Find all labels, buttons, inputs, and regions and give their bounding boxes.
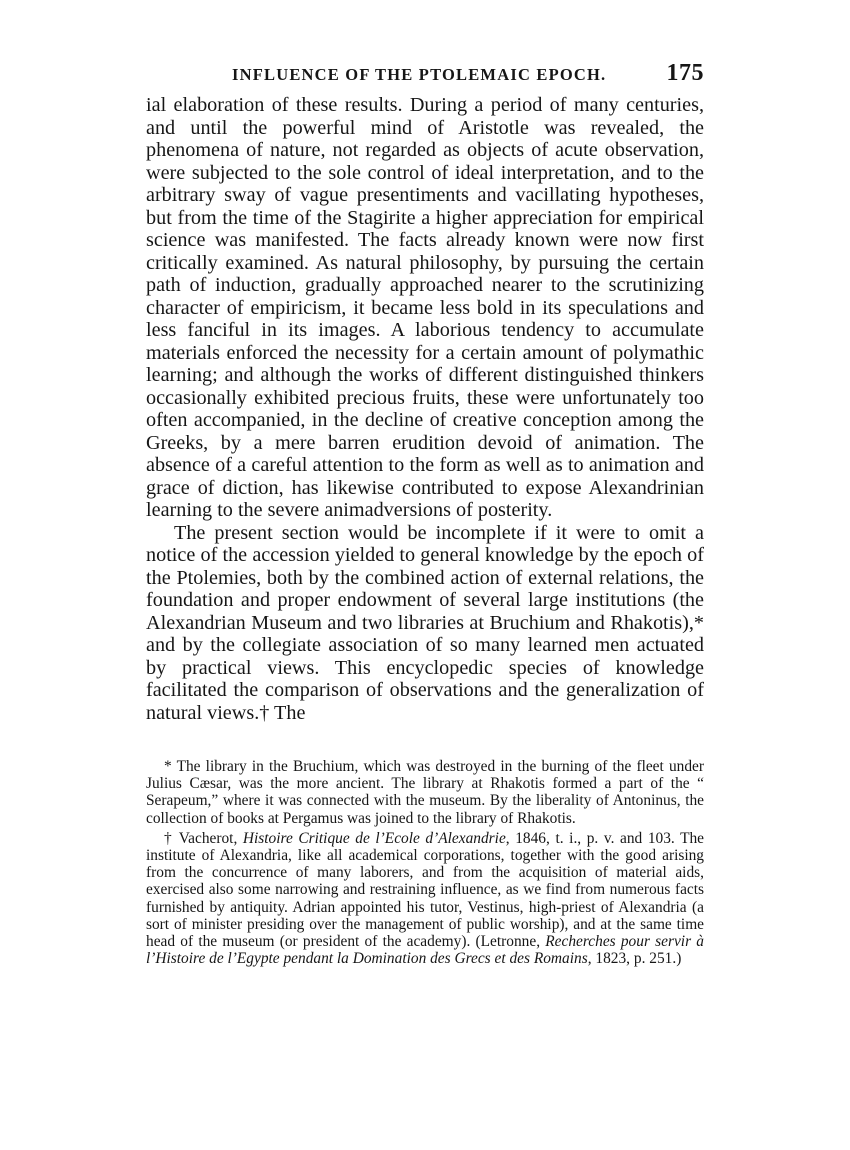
paragraph-1: ial elaboration of these results. During a period of many centuries, and until the powerful mind of Aristotle was revealed, the phenomena of nature, not regarded as objects of acute observation, were subjected to the sole control of ideal interpretation, and to the arbitrary sway of vague presentiments and vacillating hypotheses, but from the time of the Stagirite a higher appreciation for empirical science was manifested. The facts already known were now first critically examined. As natural philosophy, by pursuing the certain path of induction, gradually approached nearer to the scrutinizing character of empiricism, it became less bold in its speculations and less fanciful in its images. A laborious tendency to accumulate materials enforced the necessity for a certain amount of polymathic learning; and although the works of different distinguished thinkers occasionally exhibited precious fruits, these were unfortunately too often accompanied, in the decline of creative conception among the Greeks, by a mere barren erudition devoid of animation. The absence of a careful attention to the form as well as to animation and grace of diction, has likewise contributed to expose Alexandrinian learning to the severe animadversions of posterity. [146, 94, 704, 521]
footnote-2-title-vacherot: Histoire Critique de l’Ecole d’Alexandrie [242, 829, 506, 847]
footnote-1: * The library in the Bruchium, which was destroyed in the burning of the fleet under Julius Cæsar, was the more ancient. The library at Rhakotis formed a part of the “ Serapeum,” where it was connected with the museum. By the liberality of Antoninus, the collection of books at Pergamus was joined to the library of Rhakotis. [146, 758, 704, 827]
footnote-2-title-letronne: Recherches pour servir à l’Histoire de l’Egypte pendant la Domination des Grecs et des Romains [146, 933, 704, 968]
footnote-2-text-a: † Vacherot, [164, 829, 243, 847]
footnote-2 [146, 830, 704, 968]
footnote-2-text-b: , 1846, t. i., p. v. and 103. The institute of Alexandria, like all academical corporations, together with the good arising from the concurrence of many laborers, and from the acquisition of material aids, exercised also some narrowing and restraining influence, as we find from numerous facts furnished by antiquity. Adrian appointed his tutor, Vestinus, high-priest of Alexandria (a sort of minister presiding over the management of public worship), and at the same time head of the museum (or president of the academy). (Letronne, [146, 829, 704, 951]
book-page [146, 60, 704, 967]
footnote-2-text-c: , 1823, p. 251.) [587, 950, 682, 968]
footnotes [146, 758, 704, 967]
page-number: 175 [666, 60, 704, 86]
main-text [146, 94, 704, 724]
running-header [232, 60, 704, 94]
paragraph-2: The present section would be incomplete if it were to omit a notice of the accession yielded to general knowledge by the epoch of the Ptolemies, both by the combined action of external relations, the foundation and proper endowment of several large institutions (the Alexandrian Museum and two libraries at Bruchium and Rhakotis),* and by the collegiate association of so many learned men actuated by practical views. This encyclopedic species of knowledge facilitated the comparison of observations and the generalization of natural views.† The [146, 521, 704, 724]
running-title: INFLUENCE OF THE PTOLEMAIC EPOCH. [232, 65, 607, 84]
